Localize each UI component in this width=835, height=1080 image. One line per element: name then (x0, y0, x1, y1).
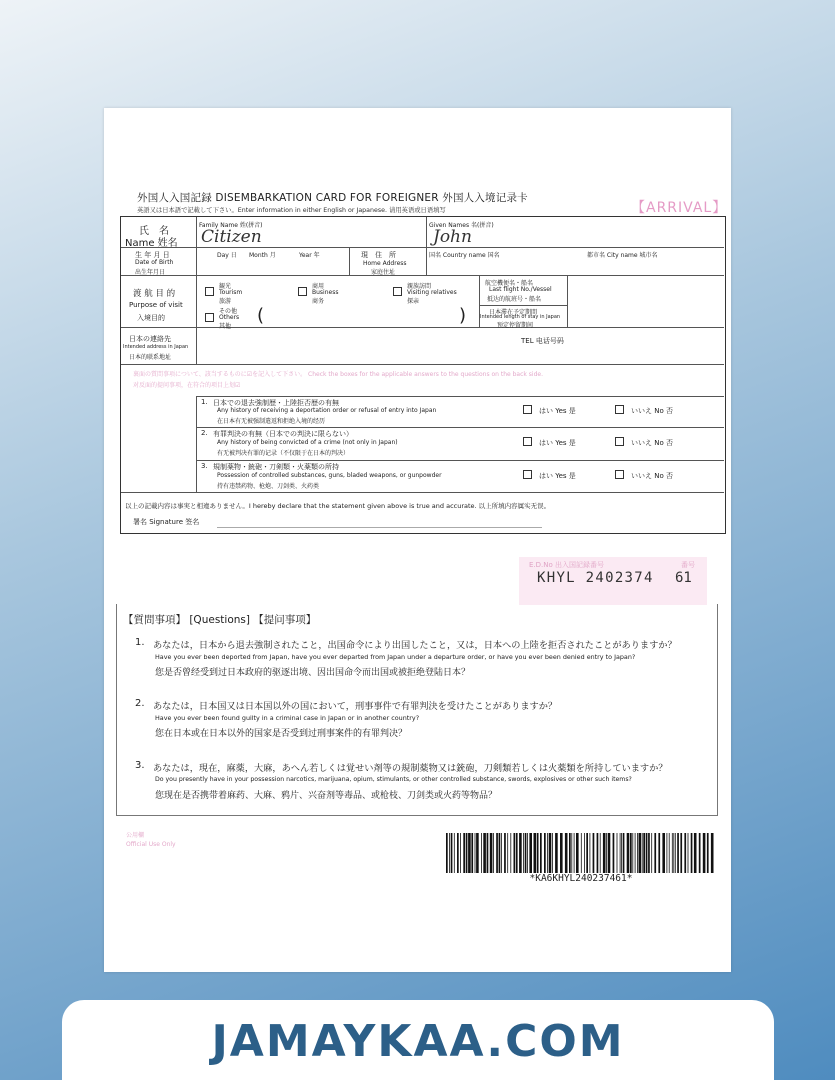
barcode-bar (675, 833, 676, 873)
country-label: 国名 Country name 国名 (429, 252, 500, 259)
question-3-yes-checkbox[interactable] (523, 470, 532, 479)
barcode-bar (483, 833, 486, 873)
barcode-bar (646, 833, 648, 873)
barcode-bar (669, 833, 670, 873)
question-1-yes-label: はい Yes 是 (539, 407, 576, 415)
barcode-bar (635, 833, 636, 873)
barcode-bar (454, 833, 455, 873)
question-2-en: Any history of being convicted of a crime (not only in Japan) (217, 439, 398, 446)
dob-label-en: Date of Birth (135, 259, 174, 266)
barcode-bar (662, 833, 665, 873)
official-use-label-en: Official Use Only (126, 841, 176, 848)
official-use-label (126, 831, 176, 849)
barcode-bar (586, 833, 588, 873)
barcode-bar (514, 833, 516, 873)
barcode-bar (691, 833, 693, 873)
barcode-bar (627, 833, 630, 873)
barcode-bar (590, 833, 591, 873)
visiting-label-cn: 探亲 (407, 298, 420, 305)
barcode-bar (581, 833, 582, 873)
others-checkbox[interactable] (205, 313, 214, 322)
barcode-bar (525, 833, 527, 873)
signature-line[interactable] (217, 527, 542, 528)
barcode-bar (468, 833, 471, 873)
question-1-no-label: いいえ No 否 (631, 407, 673, 415)
name-label-en: Name 姓名 (125, 238, 178, 249)
barcode-bar (606, 833, 607, 873)
tourism-label-cn: 旅游 (219, 298, 232, 305)
barcode-bar (574, 833, 575, 873)
barcode-bar (523, 833, 524, 873)
barcode-bar (597, 833, 599, 873)
barcode-bar (499, 833, 501, 873)
card-subtitle: 英語又は日本語で記載して下さい。Enter information in either English or Japanese. 请用英语或日语填写 (137, 207, 446, 214)
record-number-label: E.D.No 出入国記録番号 (529, 561, 605, 569)
barcode-bar (576, 833, 579, 873)
question-2-number: 2. (201, 429, 208, 437)
barcode-bar (451, 833, 453, 873)
barcode-bar (534, 833, 537, 873)
flight-label-en: Last flight No./Vessel (489, 286, 552, 293)
front-form (120, 216, 726, 534)
back-question-1-en: Have you ever been deported from Japan, have you ever departed from Japan under a departure order, or have you ever been denied entry to Japan? (155, 653, 636, 661)
back-questions-panel (116, 604, 718, 816)
barcode-bar (552, 833, 553, 873)
record-serial-suffix: 61 (675, 570, 692, 586)
question-2-cn: 有无被判决有罪的记录（不仅限于在日本的判决） (217, 450, 350, 457)
back-question-3-cn: 您现在是否携带着麻药、大麻、鸦片、兴奋剂等毒品、或枪枝、刀剑类或火药等物品？ (155, 791, 498, 801)
visiting-label-en: Visiting relatives (407, 289, 457, 296)
barcode-bar (544, 833, 546, 873)
barcode-bar (707, 833, 709, 873)
question-2-no-label: いいえ No 否 (631, 439, 673, 447)
question-1-en: Any history of receiving a deportation order or refusal of entry into Japan (217, 407, 437, 414)
barcode-bar (658, 833, 660, 873)
barcode-bar (639, 833, 642, 873)
barcode-image (446, 833, 716, 873)
barcode-bar (481, 833, 482, 873)
arrival-label: 【ARRIVAL】 (631, 200, 728, 216)
barcode-bar (457, 833, 459, 873)
business-label-cn: 商务 (312, 298, 325, 305)
dob-label-cn: 出生年月日 (135, 269, 166, 276)
others-label-jp: その他 (219, 308, 238, 315)
barcode-bar (569, 833, 571, 873)
visiting-label-jp: 親族訪問 (407, 283, 432, 290)
barcode-bar (504, 833, 506, 873)
barcode-bar (672, 833, 673, 873)
site-name[interactable]: JAMAYKAA.COM (211, 1016, 625, 1067)
barcode-bar (560, 833, 563, 873)
card-title: 外国人入国記録 DISEMBARKATION CARD FOR FOREIGNER 外国人入境记录卡 (137, 192, 528, 204)
back-question-2-jp: あなたは，日本国又は日本国以外の国において，刑事事件で有罪判決を受けたことがありますか？ (153, 701, 558, 712)
barcode-bar (667, 833, 668, 873)
question-1-no-checkbox[interactable] (615, 405, 624, 414)
barcode-bar (490, 833, 493, 873)
barcode-bar (648, 833, 650, 873)
purpose-label-jp: 渡 航 目 的 (133, 289, 176, 299)
question-1-jp: 日本での退去強制歴・上陸拒否歴の有無 (213, 399, 339, 407)
flight-label-jp: 航空機便名・船名 (485, 280, 534, 287)
question-2-jp: 有罪判決の有無（日本での判決に限らない） (213, 430, 353, 438)
home-address-label-cn: 家庭住址 (371, 269, 396, 276)
barcode-bar (510, 833, 511, 873)
record-number-stamp (519, 557, 707, 605)
barcode-bar (603, 833, 606, 873)
barcode-bar (507, 833, 508, 873)
back-question-2-number: 2. (135, 698, 145, 709)
barcode-bar (688, 833, 689, 873)
barcode-bar (651, 833, 652, 873)
business-checkbox[interactable] (298, 287, 307, 296)
barcode-bar (549, 833, 552, 873)
barcode-bar (571, 833, 572, 873)
barcode-bar (643, 833, 645, 873)
barcode-bar (487, 833, 489, 873)
purpose-label-en: Purpose of visit (129, 301, 183, 309)
question-1-number: 1. (201, 398, 208, 406)
signature-label: 署名 Signature 签名 (133, 518, 200, 526)
question-3-no-label: いいえ No 否 (631, 472, 673, 480)
tourism-label-jp: 観光 (219, 283, 232, 290)
barcode-bar (555, 833, 558, 873)
name-label-jp: 氏 名 (139, 226, 169, 237)
barcode-bar (584, 833, 585, 873)
back-question-1-number: 1. (135, 637, 145, 648)
barcode-bar (476, 833, 479, 873)
barcode-bar (446, 833, 448, 873)
address-japan-label-cn: 日本的联系地址 (129, 354, 172, 361)
question-2-no-checkbox[interactable] (615, 437, 624, 446)
question-3-jp: 規制薬物・銃砲・刀剣類・火薬類の所持 (213, 463, 339, 471)
questions-heading: 【質問事項】 [Questions] 【提问事项】 (123, 614, 317, 626)
home-address-label-en: Home Address (363, 260, 407, 267)
barcode-bar (677, 833, 679, 873)
barcode-bar (630, 833, 632, 873)
barcode-bar (593, 833, 595, 873)
back-question-3-en: Do you presently have in your possession narcotics, marijuana, opium, stimulants, or other controlled substance, swords, explosives or other such items? (155, 776, 632, 783)
barcode-bar (699, 833, 701, 873)
barcode-bar (565, 833, 568, 873)
barcode-bar (600, 833, 601, 873)
barcode-bar (537, 833, 539, 873)
barcode-bar (673, 833, 674, 873)
barcode-bar (642, 833, 643, 873)
barcode-bar (466, 833, 468, 873)
barcode-bar (608, 833, 611, 873)
tourism-label-en: Tourism (219, 289, 243, 296)
stay-label-en: Intended length of stay in Japan (480, 314, 561, 320)
month-label: Month 月 (249, 252, 276, 259)
barcode-bar (694, 833, 697, 873)
question-1-cn: 在日本有无被强制遣返和拒绝入境的经历 (217, 418, 326, 425)
year-label: Year 年 (299, 252, 320, 259)
barcode-bar (475, 833, 476, 873)
barcode-bar (516, 833, 518, 873)
barcode-bar (654, 833, 656, 873)
barcode-bar (501, 833, 502, 873)
record-serial: KHYL 2402374 (537, 570, 654, 586)
business-label-jp: 商用 (312, 283, 325, 290)
barcode-bar (527, 833, 528, 873)
day-label: Day 日 (217, 252, 237, 259)
barcode-bar (711, 833, 714, 873)
business-label-en: Business (312, 289, 339, 296)
stay-label-cn: 预定停留期间 (497, 322, 534, 329)
address-japan-label-en: Intended address in Japan (123, 344, 189, 350)
barcode-bar (621, 833, 622, 873)
question-3-number: 3. (201, 462, 208, 470)
barcode-bar (684, 833, 686, 873)
barcode-bar (519, 833, 522, 873)
barcode-bar (496, 833, 498, 873)
back-question-1-jp: あなたは，日本から退去強制されたこと，出国命令により出国したこと，又は，日本への上陸を拒否されたことがありますか？ (153, 640, 677, 651)
purpose-label-cn: 入境目的 (137, 314, 165, 322)
family-name-label: Family Name 姓(拼音) (199, 222, 263, 229)
official-use-label-jp: 公用欄 (126, 832, 145, 839)
dob-label-jp: 生 年 月 日 (135, 251, 170, 259)
question-3-no-checkbox[interactable] (615, 470, 624, 479)
instruction-line-1: 裏面の質問事項について、該当するものに☑を記入して下さい。 Check the boxes for the applicable answers to the questions on the back side. (133, 371, 543, 378)
question-3-en: Possession of controlled substances, guns, bladed weapons, or gunpowder (217, 472, 442, 479)
question-1-yes-checkbox[interactable] (523, 405, 532, 414)
back-question-1-cn: 您是否曾经受到过日本政府的驱逐出境、因出国命令而出国或被拒绝登陆日本？ (155, 668, 471, 678)
declaration-text: 以上の記載内容は事実と相違ありません。I hereby declare that the statement given above is true and accurate. 以上所填内容属实无误。 (125, 502, 551, 510)
tourism-checkbox[interactable] (205, 287, 214, 296)
barcode-bar (471, 833, 473, 873)
back-question-3-number: 3. (135, 760, 145, 771)
tel-label: TEL 电话号码 (521, 337, 564, 345)
barcode-bar (680, 833, 682, 873)
barcode-bar (547, 833, 548, 873)
city-label: 都市名 City name 城市名 (587, 252, 658, 259)
home-address-label-jp: 現 住 所 (361, 251, 396, 259)
question-2-yes-checkbox[interactable] (523, 437, 532, 446)
others-close-paren: ) (459, 305, 467, 326)
given-names-field[interactable]: John (433, 227, 472, 247)
flight-label-cn: 抵达的航班号・船名 (487, 296, 542, 303)
question-3-cn: 持有违禁药物、枪炮、刀剑类、火药类 (217, 483, 320, 490)
question-3-yes-label: はい Yes 是 (539, 472, 576, 480)
barcode-text: *KA6KHYL240237461* (529, 873, 633, 884)
visiting-relatives-checkbox[interactable] (393, 287, 402, 296)
back-question-3-jp: あなたは，現在，麻薬，大麻，あへん若しくは覚せい剤等の規制薬物又は銃砲，刀剣類若しくは火薬類を所持していますか？ (153, 763, 668, 774)
record-number-label-2: 番号 (681, 561, 695, 569)
barcode-bar (632, 833, 633, 873)
barcode-bar (460, 833, 461, 873)
others-open-paren: ( (257, 305, 265, 326)
back-question-2-cn: 您在日本或在日本以外的国家是否受到过刑事案件的有罪判决？ (155, 729, 408, 739)
barcode-bar (620, 833, 621, 873)
barcode-bar (493, 833, 494, 873)
barcode-bar (703, 833, 706, 873)
others-label-cn: 其他 (219, 323, 232, 330)
others-label-en: Others (219, 314, 240, 321)
barcode-bar (613, 833, 615, 873)
barcode-bar (637, 833, 638, 873)
back-question-2-en: Have you ever been found guilty in a criminal case in Japan or in another country? (155, 714, 420, 722)
barcode-bar (529, 833, 532, 873)
family-name-field[interactable]: Citizen (201, 227, 262, 247)
question-2-yes-label: はい Yes 是 (539, 439, 576, 447)
stay-label-jp: 日本滞在予定期間 (489, 309, 538, 316)
instruction-line-2: 对反面的提问事项，在符合的项目上划☑ (133, 382, 241, 389)
barcode-bar (623, 833, 625, 873)
barcode-bar (449, 833, 450, 873)
barcode-bar (540, 833, 542, 873)
barcode-bar (617, 833, 618, 873)
address-japan-label-jp: 日本の連絡先 (129, 335, 171, 343)
site-banner (62, 1000, 774, 1080)
barcode-bar (463, 833, 465, 873)
given-names-label: Given Names 名(拼音) (429, 222, 494, 229)
